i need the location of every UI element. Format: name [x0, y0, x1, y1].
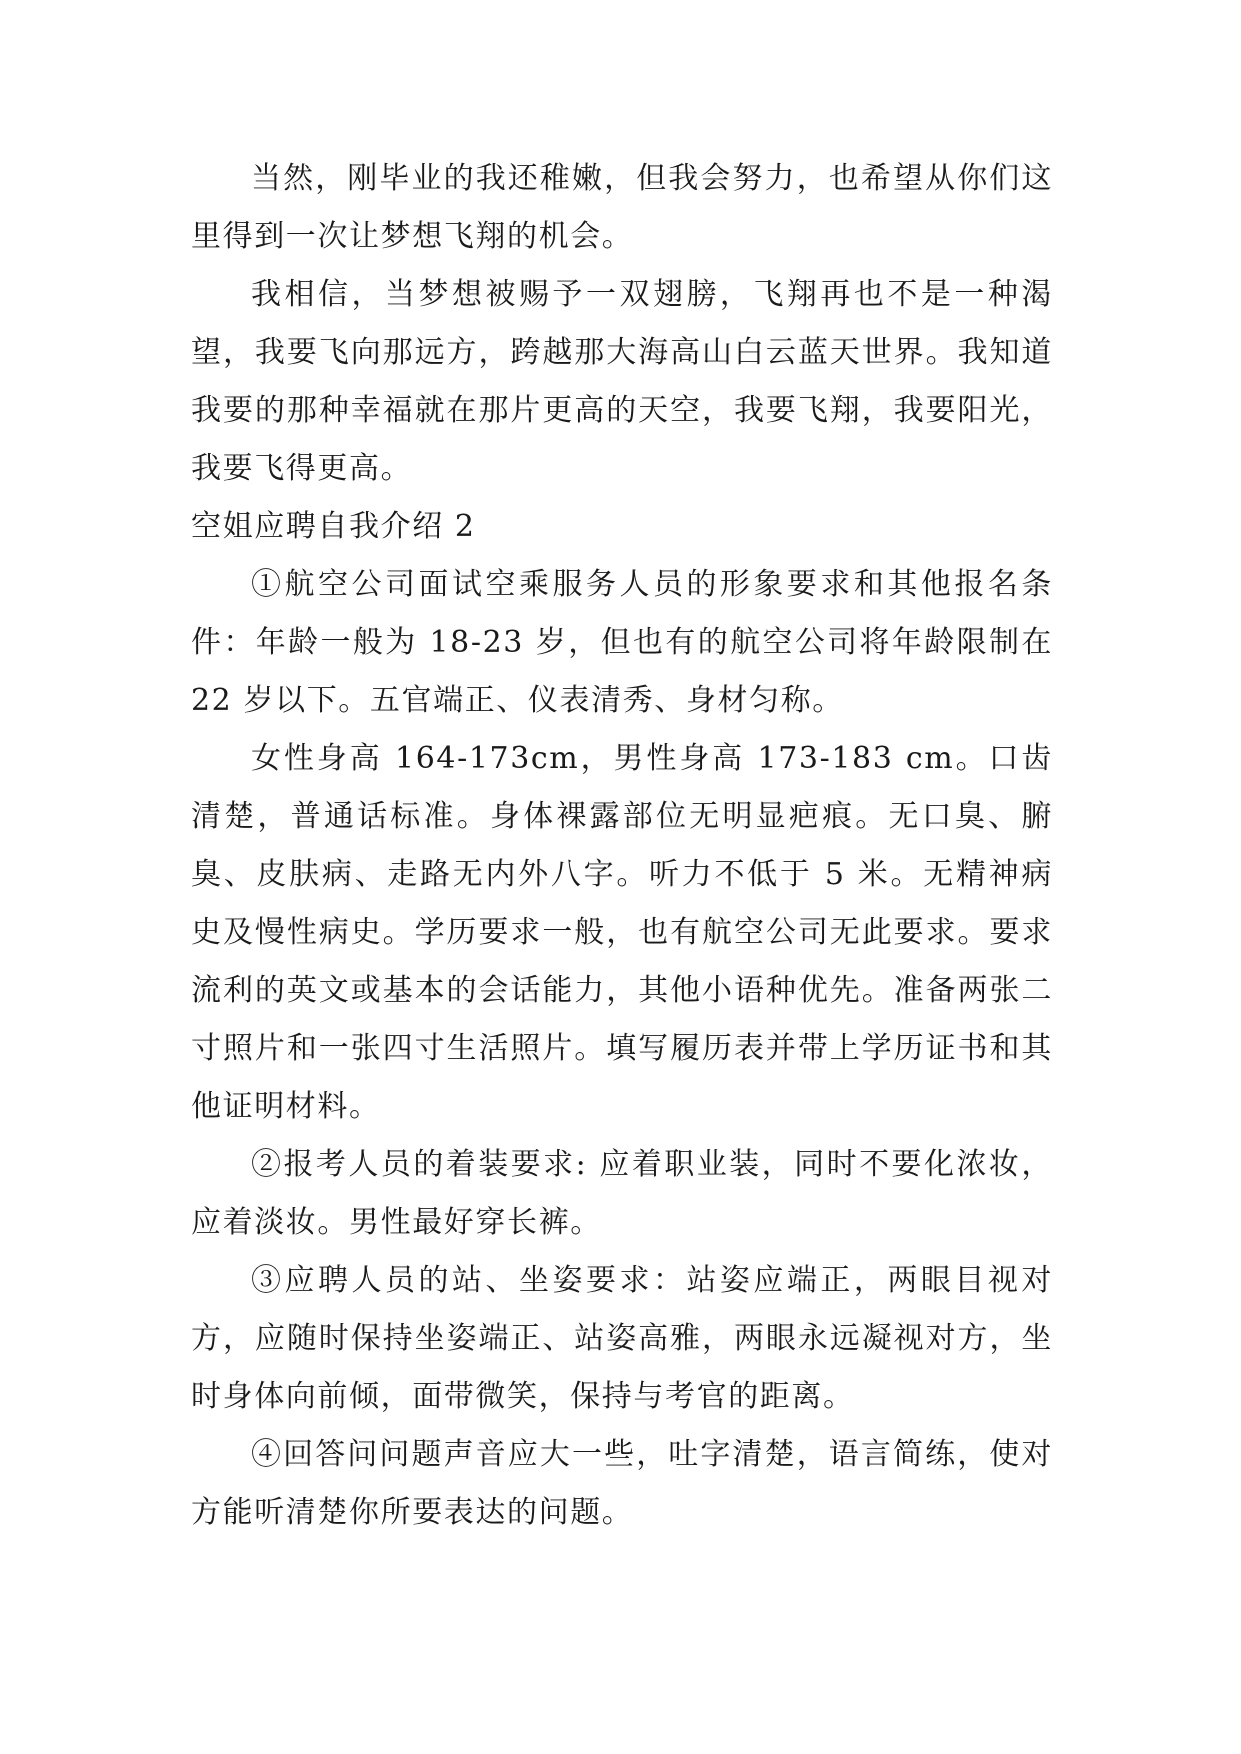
paragraph-graduate-hope: 当然，刚毕业的我还稚嫩，但我会努力，也希望从你们这里得到一次让梦想飞翔的机会。	[191, 161, 1053, 254]
paragraph-requirement-4: ④回答问问题声音应大一些，吐字清楚，语言简练，使对方能听清楚你所要表达的问题。	[191, 1437, 1053, 1530]
paragraph-requirement-3: ③应聘人员的站、坐姿要求：站姿应端正，两眼目视对方，应随时保持坐姿端正、站姿高雅，两眼永远凝视对方，坐时身体向前倾，面带微笑，保持与考官的距离。	[191, 1263, 1053, 1414]
paragraph-requirement-1: ①航空公司面试空乘服务人员的形象要求和其他报名条件：年龄一般为 18-23 岁，但也有的航空公司将年龄限制在 22 岁以下。五官端正、仪表清秀、身材匀称。	[191, 567, 1053, 718]
paragraph-requirement-2: ②报考人员的着装要求: 应着职业装，同时不要化浓妆，应着淡妆。男性最好穿长裤。	[191, 1147, 1053, 1240]
document-body	[191, 150, 1053, 1542]
paragraph-dream-wings: 我相信，当梦想被赐予一双翅膀，飞翔再也不是一种渴望，我要飞向那远方，跨越那大海高山白云蓝天世界。我知道我要的那种幸福就在那片更高的天空，我要飞翔，我要阳光，我要飞得更高。	[191, 277, 1053, 486]
paragraph-height-requirements: 女性身高 164-173cm，男性身高 173-183 cm。口齿清楚，普通话标准。身体裸露部位无明显疤痕。无口臭、腑臭、皮肤病、走路无内外八字。听力不低于 5 米。无精神病史及慢性病史。学历要求一般，也有航空公司无此要求。要求流利的英文或基本的会话能力，其他小语种优先。准备两张二寸照片和一张四寸生活照片。填写履历表并带上学历证书和其他证明材料。	[191, 741, 1053, 1124]
section-heading: 空姐应聘自我介绍 2	[191, 509, 476, 544]
